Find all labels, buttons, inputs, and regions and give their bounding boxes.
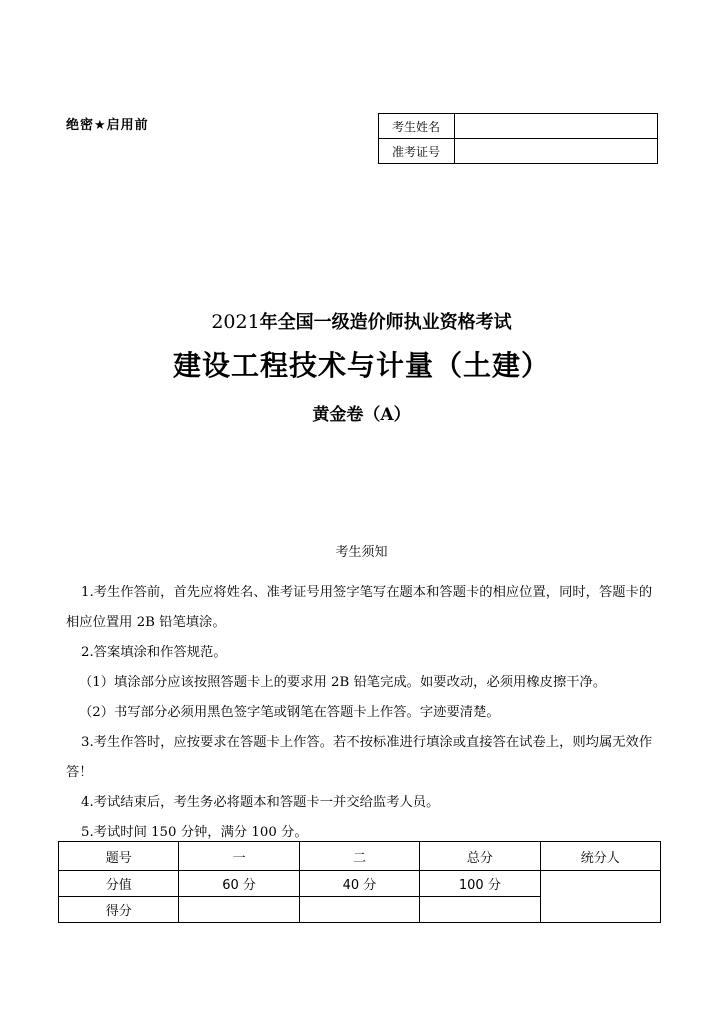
score-table	[58, 841, 661, 923]
value-total: 100 分	[420, 871, 540, 897]
header-part-two: 二	[299, 842, 419, 871]
notice-item: 3.考生作答时，应按要求在答题卡上作答。若不按标准进行填涂或直接答在试卷上，则均属无效作答！	[66, 735, 653, 780]
header-part-one: 一	[179, 842, 299, 871]
ticket-number-field[interactable]	[455, 139, 658, 164]
notice-item: 1.考生作答前，首先应将姓名、准考证号用签字笔写在题本和答题卡的相应位置，同时，答题卡的相应位置用 2B 铅笔填涂。	[66, 585, 653, 630]
notice-heading: 考生须知	[335, 545, 388, 560]
notice-item: （1）填涂部分应该按照答题卡上的要求用 2B 铅笔完成。如要改动，必须用橡皮擦干净。	[79, 675, 607, 690]
value-part-two: 40 分	[299, 871, 419, 897]
exam-year: 2021	[211, 311, 260, 333]
confidential-mark: 绝密★启用前	[66, 118, 149, 133]
header-total: 总分	[420, 842, 540, 871]
ticket-number-label: 准考证号	[379, 139, 455, 164]
scorer-cell[interactable]	[540, 871, 660, 923]
header-scorer: 统分人	[540, 842, 660, 871]
score-part-two[interactable]	[299, 897, 419, 923]
subject-title: 建设工程技术与计量（土建）	[172, 349, 550, 382]
name-field[interactable]	[455, 114, 658, 139]
notice-item: 2.答案填涂和作答规范。	[81, 645, 227, 660]
exam-title-line	[0, 308, 723, 334]
notice-item: 5.考试时间 150 分钟，满分 100 分。	[81, 825, 308, 840]
table-row	[59, 842, 661, 871]
notice-item: 4.考试结束后，考生务必将题本和答题卡一并交给监考人员。	[81, 795, 440, 810]
header-question: 题号	[59, 842, 179, 871]
table-row	[59, 871, 661, 897]
score-total[interactable]	[420, 897, 540, 923]
table-row	[379, 114, 658, 139]
score-part-one[interactable]	[179, 897, 299, 923]
notice-body	[66, 578, 662, 848]
name-label: 考生姓名	[379, 114, 455, 139]
score-label: 得分	[59, 897, 179, 923]
table-row	[379, 139, 658, 164]
notice-item: （2）书写部分必须用黑色签字笔或钢笔在答题卡上作答。字迹要清楚。	[79, 705, 500, 720]
value-part-one: 60 分	[179, 871, 299, 897]
value-label: 分值	[59, 871, 179, 897]
exam-name: 年全国一级造价师执业资格考试	[259, 312, 512, 333]
candidate-info-table	[378, 113, 658, 164]
paper-title: 黄金卷（A）	[312, 405, 411, 425]
